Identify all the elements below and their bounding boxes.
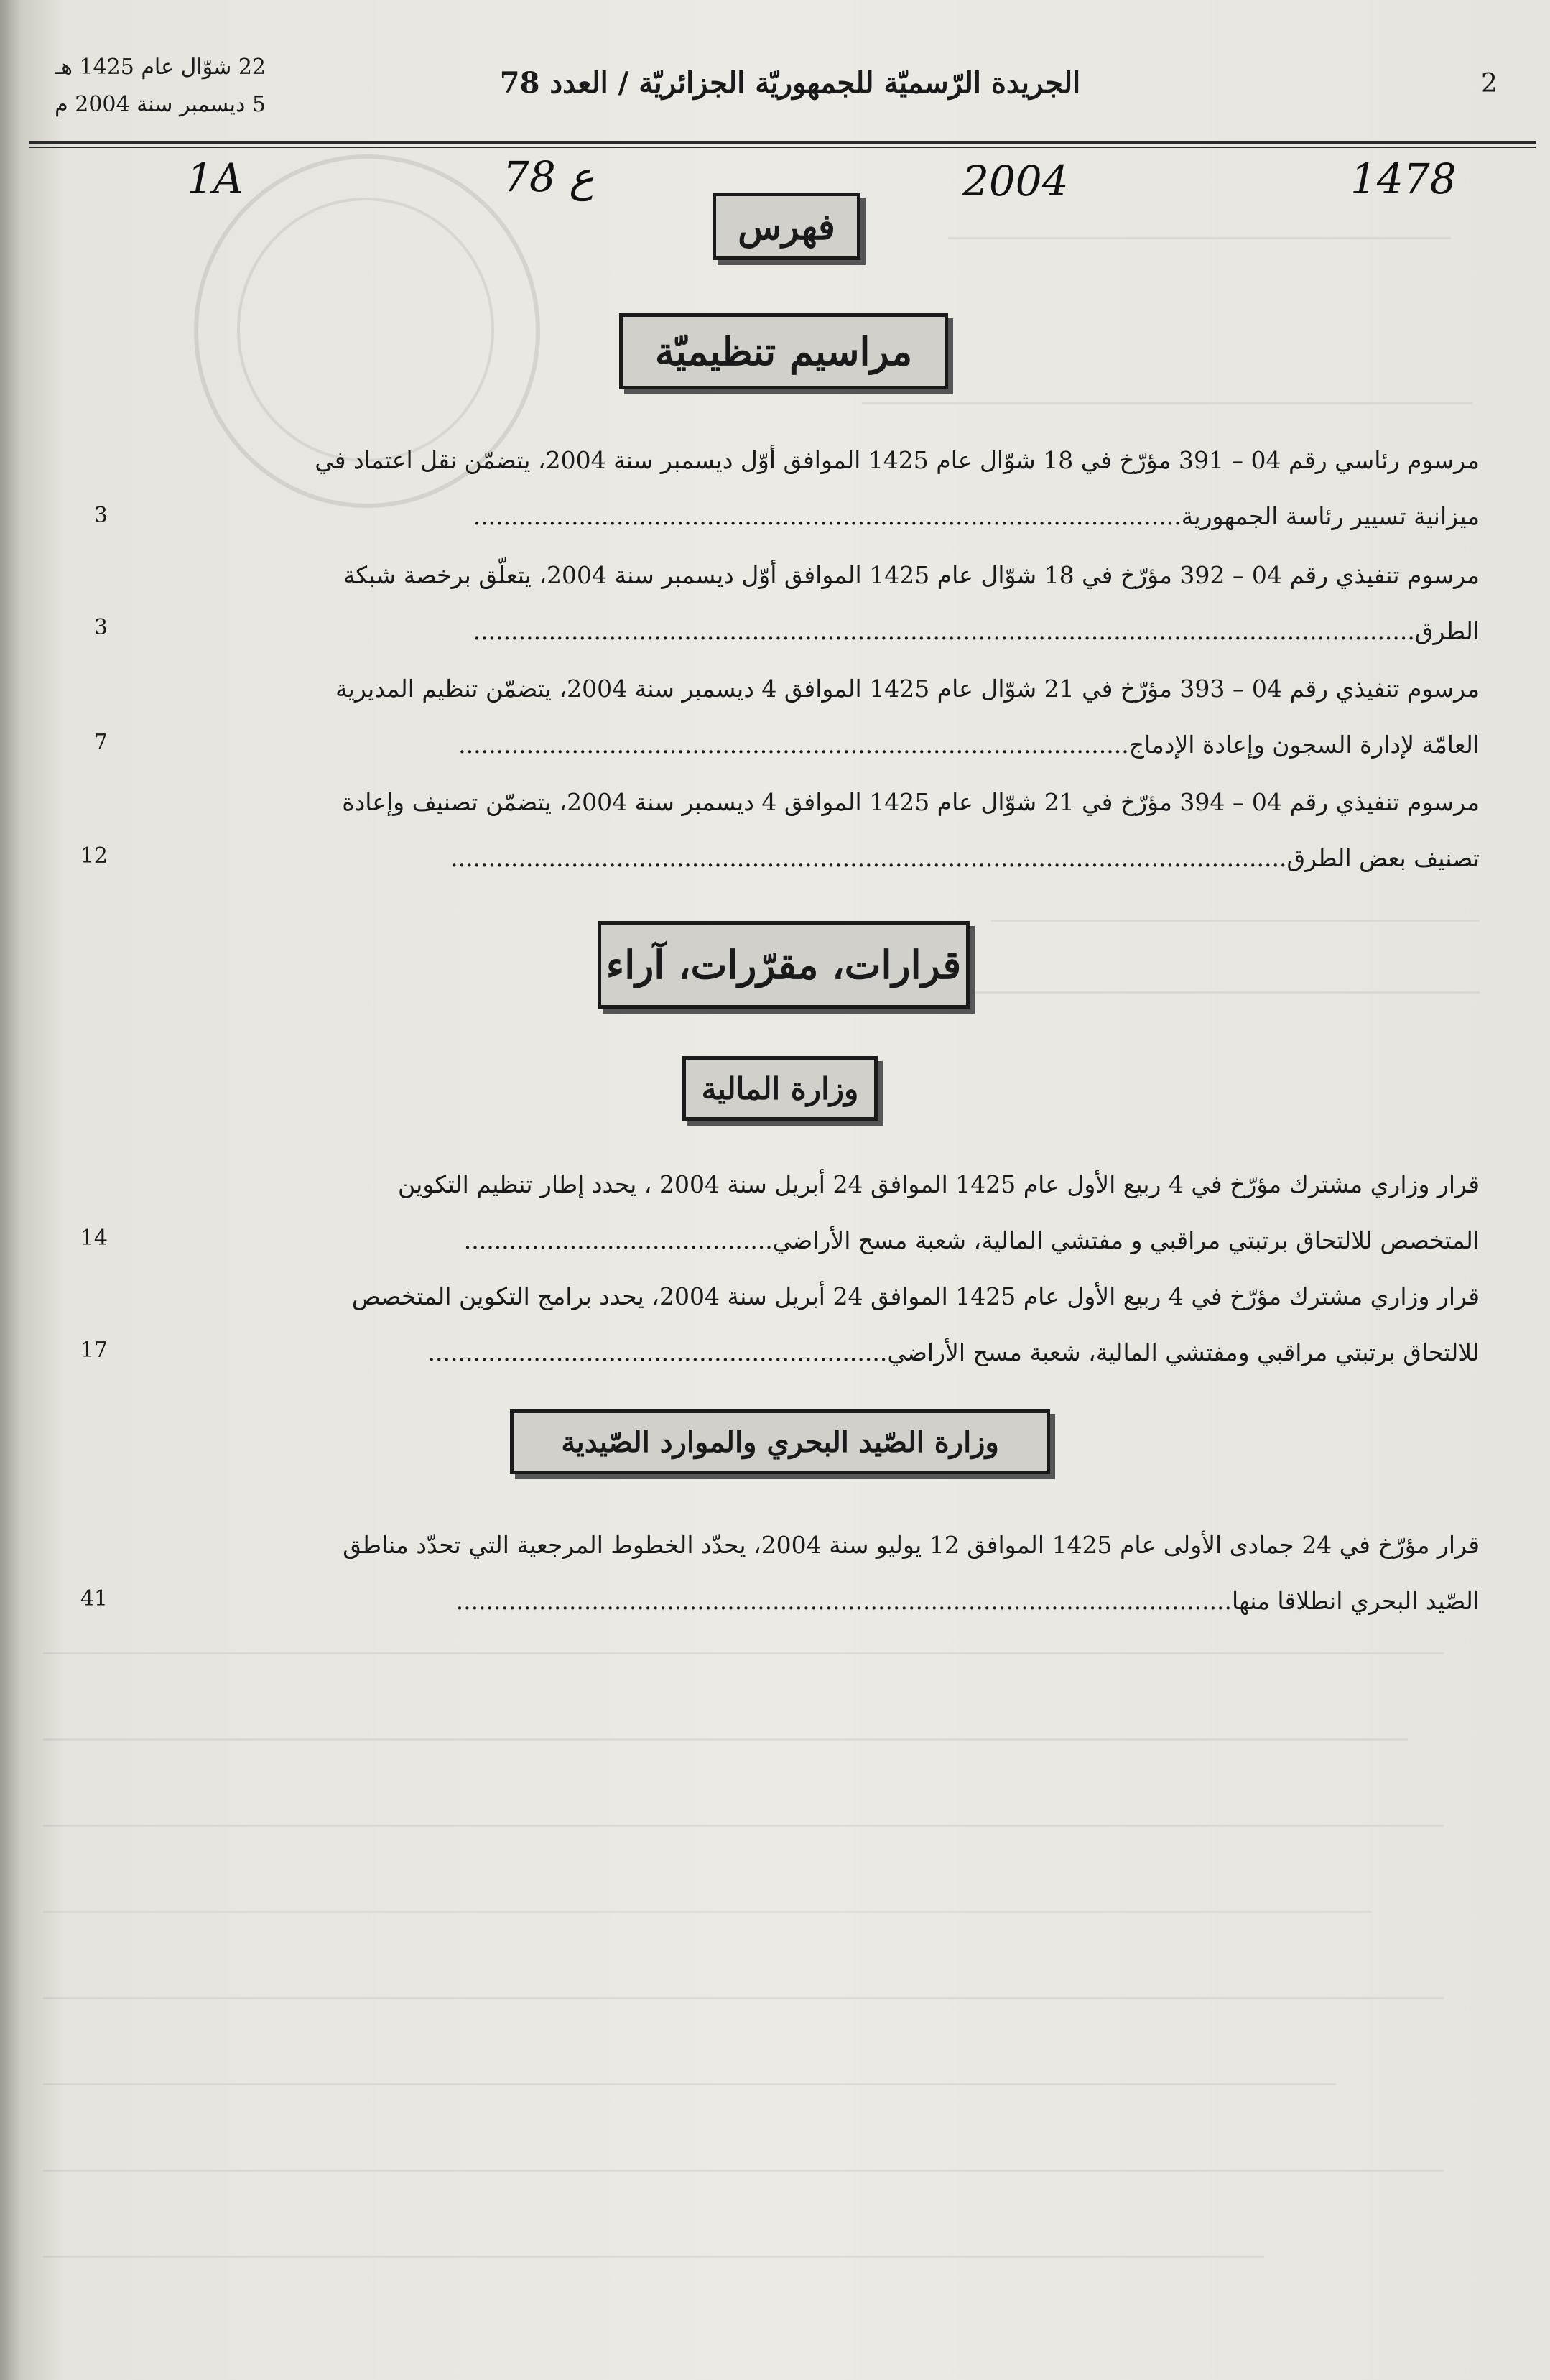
- toc-entry: [108, 774, 1480, 886]
- toc-title-box: [713, 193, 860, 260]
- entry-line: العامّة لإدارة السجون وإعادة الإدماج.........................................................................................: [458, 731, 1480, 759]
- section-heading: مراسيم تنظيميّة: [654, 328, 913, 374]
- show-through-line: [43, 2256, 1264, 2258]
- entry-line: مرسوم رئاسي رقم 04 – 391 مؤرّخ في 18 شوّال عام 1425 الموافق أوّل ديسمبر سنة 2004، يتضمّن نقل اعتماد في: [315, 446, 1480, 474]
- entry-line: الطرق.............................................................................................................................: [473, 617, 1480, 645]
- page-number: 2: [1481, 69, 1498, 98]
- show-through-line: [43, 2083, 1336, 2085]
- handwritten-year: 2004: [962, 157, 1069, 205]
- header-rule-thin: [29, 147, 1536, 148]
- entry-line: المتخصص للالتحاق برتبتي مراقبي و مفتشي المالية، شعبة مسح الأراضي.........................................: [463, 1226, 1480, 1254]
- toc-entry: [108, 432, 1480, 545]
- entry-line: مرسوم تنفيذي رقم 04 – 394 مؤرّخ في 21 شوّال عام 1425 الموافق 4 ديسمبر سنة 2004، يتضمّن تصنيف وإعادة: [342, 788, 1480, 816]
- entry-line: تصنيف بعض الطرق...............................................................................................................: [450, 844, 1480, 872]
- entry-line: ميزانية تسيير رئاسة الجمهورية..............................................................................................: [473, 502, 1480, 530]
- entry-line: قرار وزاري مشترك مؤرّخ في 4 ربيع الأول عام 1425 الموافق 24 أبريل سنة 2004 ، يحدد إطار تنظيم التكوين: [398, 1170, 1480, 1198]
- toc-entry: [108, 547, 1480, 659]
- entry-page-number: 3: [93, 615, 108, 640]
- show-through-line: [991, 920, 1480, 922]
- header-date-hijri: 22 شوّال عام 1425 هـ: [55, 55, 266, 80]
- entry-page-number: 17: [80, 1338, 108, 1363]
- entry-line: مرسوم تنفيذي رقم 04 – 393 مؤرّخ في 21 شوّال عام 1425 الموافق 4 ديسمبر سنة 2004، يتضمّن تنظيم المديرية: [335, 675, 1480, 703]
- header-date-gregorian: 5 ديسمبر سنة 2004 م: [55, 92, 266, 117]
- show-through-line: [43, 1652, 1444, 1654]
- entry-page-number: 12: [80, 843, 108, 869]
- section-heading-box: [619, 313, 948, 389]
- handwritten-number-right: 1478: [1350, 154, 1457, 203]
- entry-page-number: 41: [80, 1586, 108, 1611]
- show-through-line: [43, 1738, 1408, 1741]
- show-through-line: [934, 991, 1480, 994]
- entry-page-number: 7: [93, 730, 108, 755]
- handwritten-note-left: 1A: [187, 154, 243, 203]
- ministry-heading-box: [510, 1409, 1050, 1474]
- header-rule: [29, 141, 1536, 144]
- entry-line: قرار وزاري مشترك مؤرّخ في 4 ربيع الأول عام 1425 الموافق 24 أبريل سنة 2004، يحدد برامج التكوين المتخصص: [351, 1282, 1480, 1310]
- toc-entry: [108, 661, 1480, 773]
- entry-line: قرار مؤرّخ في 24 جمادى الأولى عام 1425 الموافق 12 يوليو سنة 2004، يحدّد الخطوط المرجعية التي تحدّد مناطق: [343, 1531, 1480, 1559]
- toc-entry: [108, 1269, 1480, 1381]
- ministry-heading-box: [682, 1056, 878, 1121]
- show-through-line: [948, 237, 1451, 239]
- entry-line: الصّيد البحري انطلاقا منها.......................................................................................................: [455, 1587, 1480, 1615]
- entry-page-number: 3: [93, 503, 108, 528]
- show-through-line: [43, 1825, 1444, 1827]
- section-heading-box: [598, 921, 970, 1009]
- toc-entry: [108, 1517, 1480, 1629]
- section-heading: قرارات، مقرّرات، آراء: [605, 942, 962, 988]
- ministry-heading: وزارة الصّيد البحري والموارد الصّيدية: [561, 1425, 999, 1459]
- show-through-line: [43, 1997, 1444, 1999]
- ministry-heading: وزارة المالية: [701, 1070, 859, 1106]
- show-through-line: [862, 402, 1472, 404]
- toc-entry: [108, 1157, 1480, 1269]
- show-through-line: [43, 1911, 1372, 1913]
- journal-title: الجريدة الرّسميّة للجمهوريّة الجزائريّة / العدد 78: [499, 66, 1081, 100]
- entry-line: للالتحاق برتبتي مراقبي ومفتشي المالية، شعبة مسح الأراضي.............................................................: [427, 1338, 1480, 1366]
- show-through-line: [43, 2170, 1444, 2172]
- stamp-watermark-inner: [237, 198, 494, 462]
- entry-line: مرسوم تنفيذي رقم 04 – 392 مؤرّخ في 18 شوّال عام 1425 الموافق أوّل ديسمبر سنة 2004، يتعلّق برخصة شبكة: [343, 561, 1480, 589]
- handwritten-issue: 78 ع: [503, 152, 594, 201]
- toc-title: فهرس: [738, 205, 835, 248]
- entry-page-number: 14: [80, 1226, 108, 1251]
